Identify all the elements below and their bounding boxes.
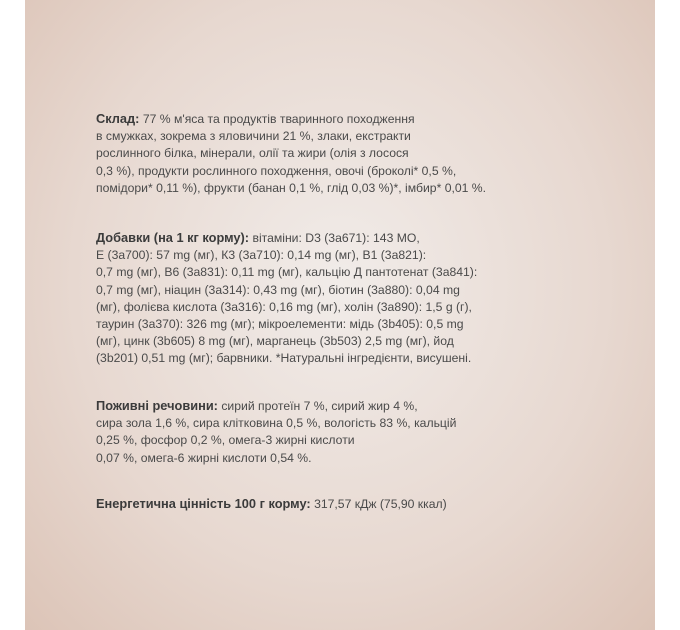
energy-section	[96, 495, 596, 513]
composition-text: 77 % м'яса та продуктів тваринного походження в смужках, зокрема з яловичини 21 %, злаки, екстракти рослинного білка, мінерали, олії та жири (олія з лосося 0,3 %), продукти рослинного походження, овочі (броколі* 0,5 %, помідори* 0,11 %), фрукти (банан 0,1 %, глід 0,03 %)*, імбир* 0,01 %.	[96, 112, 487, 195]
nutrients-section	[96, 397, 596, 467]
composition-heading: Склад:	[96, 111, 140, 126]
nutrients-text: сирий протеїн 7 %, сирий жир 4 %, сира зола 1,6 %, сира клітковина 0,5 %, вологість 83 %, кальцій 0,25 %, фосфор 0,2 %, омега-3 жирні кислоти 0,07 %, омега-6 жирні кислоти 0,54 %.	[96, 399, 457, 465]
additives-section	[96, 229, 596, 368]
nutrients-heading: Поживні речовини:	[96, 398, 218, 413]
energy-heading: Енергетична цінність 100 г корму:	[96, 496, 311, 511]
additives-heading: Добавки (на 1 кг корму):	[96, 230, 250, 245]
energy-text: 317,57 кДж (75,90 ккал)	[310, 497, 447, 511]
additives-text: вітаміни: D3 (3а671): 143 МО, E (3а700): 57 mg (мг), К3 (3а710): 0,14 mg (мг), В1 (3а821): 0,7 mg (мг), В6 (3а831): 0,11 mg (мг), кальцію Д пантотенат (3а841): 0,7 mg (мг), ніацин (3а314): 0,43 mg (мг), біотин (3а880): 0,04 mg (мг), фолієва кислота (3а316): 0,16 mg (мг), холін (3а890): 1,5 g (г), таурин (3а370): 326 mg (мг); мікроелементи: мідь (3b405): 0,5 mg (мг), цинк (3b605) 8 mg (мг), марганець (3b503) 2,5 mg (мг), йод (3b201) 0,51 mg (мг); барвники. *Натуральні інгредієнти, висушені.	[96, 231, 478, 366]
composition-section	[96, 110, 596, 197]
